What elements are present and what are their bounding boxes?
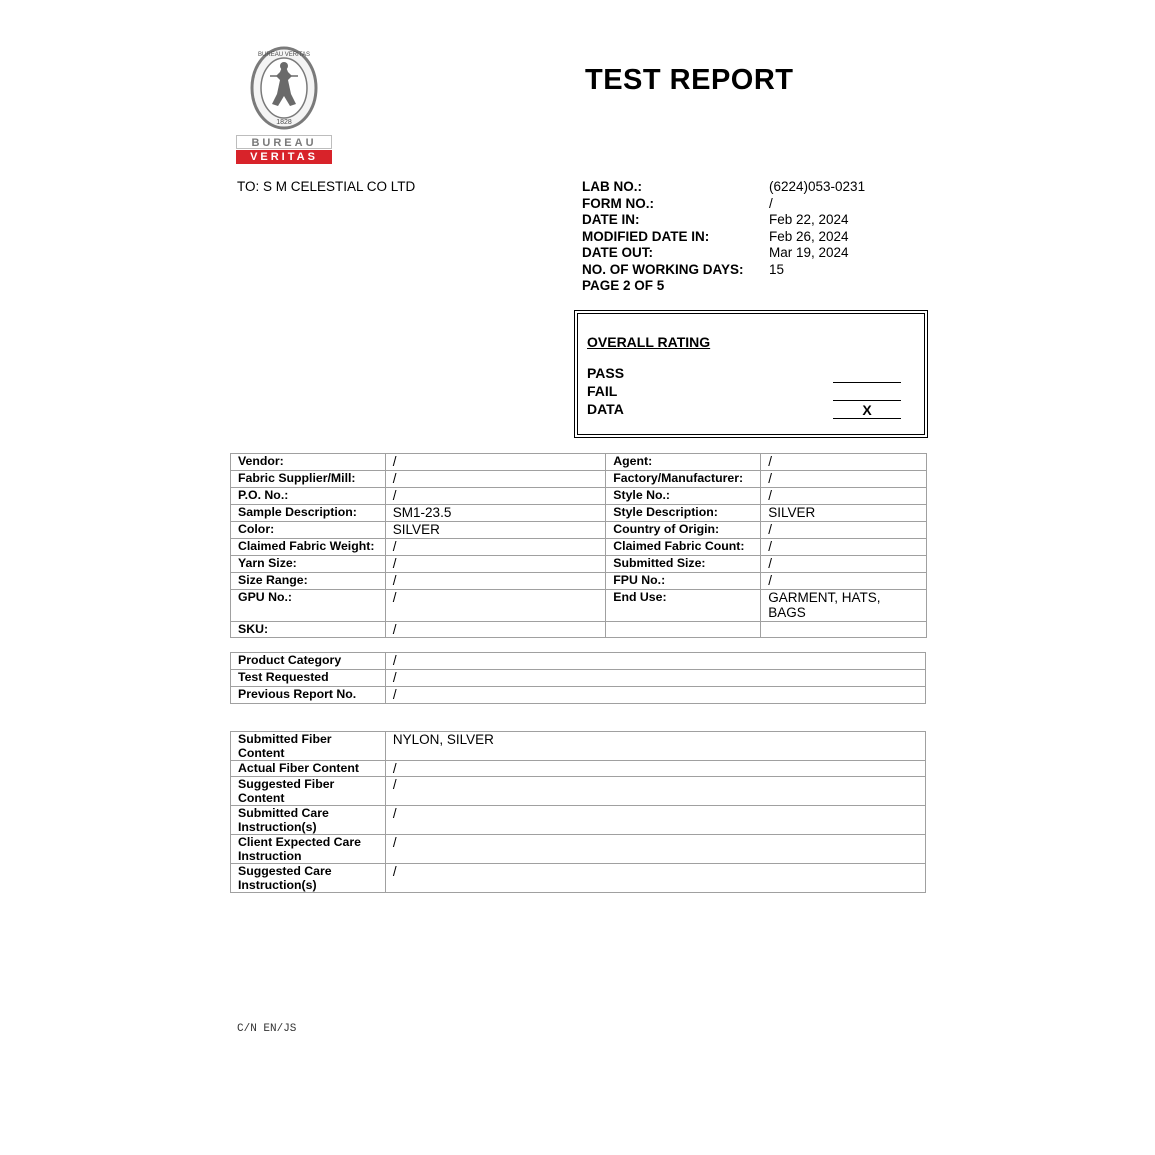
rating-fail-mark (833, 384, 901, 401)
page-title: TEST REPORT (585, 64, 794, 96)
table-cell: Previous Report No. (231, 687, 386, 704)
table-row (231, 488, 927, 505)
table-cell: Product Category (231, 653, 386, 670)
table-cell: / (761, 488, 927, 505)
table-cell: / (385, 573, 605, 590)
table-cell: / (385, 835, 925, 864)
bureau-veritas-seal-icon (250, 46, 318, 130)
table-cell: / (385, 590, 605, 622)
table-cell: Client Expected Care Instruction (231, 835, 386, 864)
lab-no-label: LAB NO.: (582, 179, 642, 194)
lab-no-value: (6224)053-0231 (769, 179, 866, 194)
table-cell: Factory/Manufacturer: (606, 471, 761, 488)
table-cell: Fabric Supplier/Mill: (231, 471, 386, 488)
table-cell: / (761, 573, 927, 590)
table-cell: Agent: (606, 454, 761, 471)
page-number: PAGE 2 OF 5 (582, 278, 665, 293)
category-table (230, 652, 926, 704)
table-cell: / (385, 653, 925, 670)
rating-data-label: DATA (587, 401, 624, 417)
modified-date-label: MODIFIED DATE IN: (582, 228, 710, 244)
table-cell: / (385, 471, 605, 488)
table-cell: / (385, 622, 605, 638)
logo-ring-text: BUREAU VERITAS (258, 52, 310, 58)
working-days-label: NO. OF WORKING DAYS: (582, 261, 744, 277)
table-cell: Size Range: (231, 573, 386, 590)
table-cell: Style No.: (606, 488, 761, 505)
table-cell: SILVER (761, 505, 927, 522)
table-cell: Sample Description: (231, 505, 386, 522)
bureau-veritas-logo (236, 46, 332, 166)
table-cell: / (385, 777, 925, 806)
table-cell: Test Requested (231, 670, 386, 687)
table-cell: / (761, 471, 927, 488)
form-no-label: FORM NO.: (582, 195, 654, 211)
date-in-label: DATE IN: (582, 212, 640, 227)
table-cell: GARMENT, HATS, BAGS (761, 590, 927, 622)
table-row (231, 454, 927, 471)
date-in-value: Feb 22, 2024 (769, 212, 849, 227)
table-cell: / (761, 454, 927, 471)
date-out-value: Mar 19, 2024 (769, 245, 849, 260)
table-cell: Yarn Size: (231, 556, 386, 573)
overall-rating-box (574, 310, 928, 438)
rating-pass-label: PASS (587, 365, 625, 381)
table-cell: / (385, 556, 605, 573)
table-cell: Color: (231, 522, 386, 539)
rating-fail-label: FAIL (587, 383, 618, 399)
modified-date-value: Feb 26, 2024 (769, 228, 849, 244)
table-cell: Actual Fiber Content (231, 761, 386, 777)
table-cell: Claimed Fabric Weight: (231, 539, 386, 556)
table-cell: / (761, 556, 927, 573)
table-cell: Submitted Care Instruction(s) (231, 806, 386, 835)
table-cell: End Use: (606, 590, 761, 622)
table-row (231, 653, 926, 670)
table-row (231, 622, 927, 638)
table-cell: P.O. No.: (231, 488, 386, 505)
table-cell: Suggested Care Instruction(s) (231, 864, 386, 893)
table-row (231, 670, 926, 687)
table-cell: Country of Origin: (606, 522, 761, 539)
table-cell: SKU: (231, 622, 386, 638)
table-row (231, 864, 926, 893)
table-row (231, 471, 927, 488)
table-cell: / (385, 454, 605, 471)
table-row (231, 505, 927, 522)
table-row (231, 687, 926, 704)
working-days-value: 15 (769, 261, 785, 277)
table-cell: Vendor: (231, 454, 386, 471)
table-cell: Submitted Fiber Content (231, 732, 386, 761)
recipient: TO: S M CELESTIAL CO LTD (237, 179, 416, 194)
table-cell: / (385, 806, 925, 835)
table-cell: SM1-23.5 (385, 505, 605, 522)
table-row (231, 777, 926, 806)
rating-pass-mark (833, 366, 901, 383)
table-cell: Submitted Size: (606, 556, 761, 573)
table-cell: / (761, 539, 927, 556)
logo-band-bureau: BUREAU (236, 135, 332, 149)
footer-code: C/N EN/JS (237, 1023, 297, 1035)
table-cell: SILVER (385, 522, 605, 539)
table-row (231, 522, 927, 539)
table-cell: / (385, 687, 925, 704)
table-cell: FPU No.: (606, 573, 761, 590)
table-cell: / (385, 488, 605, 505)
table-cell: NYLON, SILVER (385, 732, 925, 761)
overall-rating-title: OVERALL RATING (587, 334, 711, 350)
date-out-label: DATE OUT: (582, 245, 653, 260)
table-cell: GPU No.: (231, 590, 386, 622)
details-table (230, 453, 927, 638)
table-cell (606, 622, 761, 638)
table-row (231, 806, 926, 835)
table-cell: Suggested Fiber Content (231, 777, 386, 806)
logo-year: 1828 (276, 119, 292, 126)
table-row (231, 590, 927, 622)
table-cell: / (761, 522, 927, 539)
table-row (231, 835, 926, 864)
table-cell: / (385, 864, 925, 893)
table-cell: Style Description: (606, 505, 761, 522)
table-row (231, 761, 926, 777)
form-no-value: / (769, 195, 773, 211)
rating-data-mark: X (833, 402, 901, 419)
table-row (231, 573, 927, 590)
logo-band-veritas: VERITAS (236, 150, 332, 164)
table-row (231, 556, 927, 573)
table-cell: Claimed Fabric Count: (606, 539, 761, 556)
table-cell (761, 622, 927, 638)
fiber-care-table (230, 731, 926, 893)
table-cell: / (385, 539, 605, 556)
table-row (231, 539, 927, 556)
table-cell: / (385, 670, 925, 687)
table-cell: / (385, 761, 925, 777)
table-row (231, 732, 926, 761)
